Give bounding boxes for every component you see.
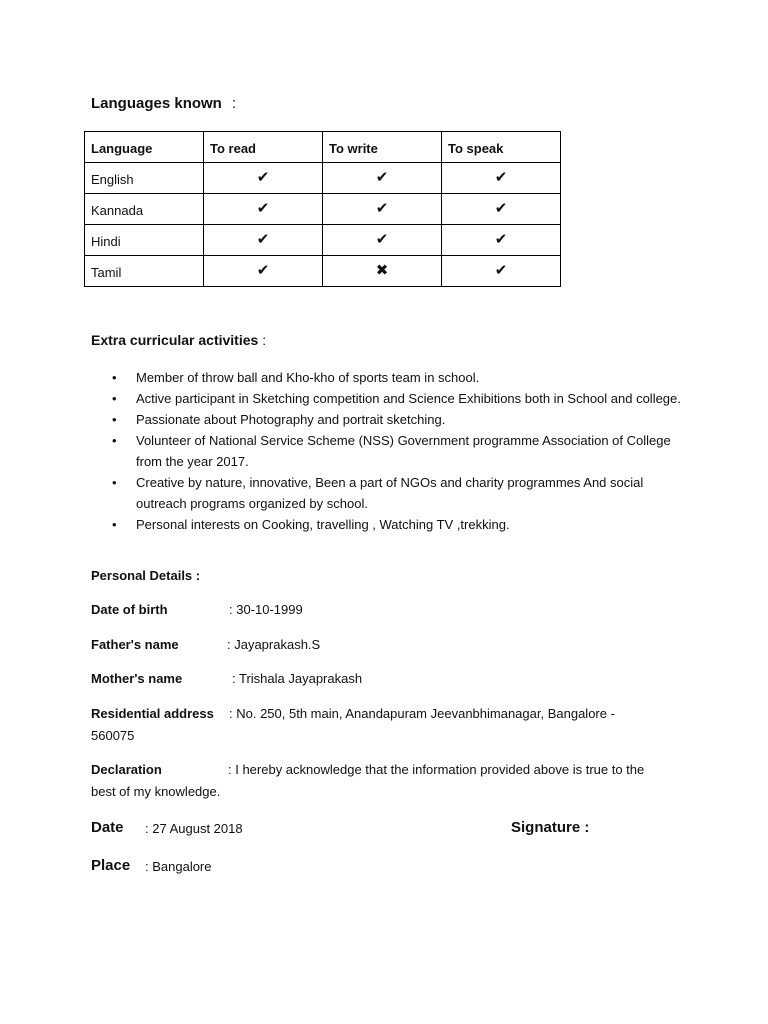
personal-details-heading: Personal Details : xyxy=(91,568,201,583)
activity-text: Member of throw ball and Kho-kho of sports team in school. xyxy=(136,370,480,385)
table-row xyxy=(85,163,561,194)
address-value: : No. 250, 5th main, Anandapuram Jeevanbhimanagar, Bangalore - xyxy=(229,706,615,721)
languages-heading-text: Languages known xyxy=(91,95,222,112)
language-name: Tamil xyxy=(85,256,204,287)
list-item xyxy=(0,430,768,472)
languages-heading-colon: : xyxy=(231,95,237,112)
table-row xyxy=(85,194,561,225)
table-header-row xyxy=(85,132,561,163)
cross-icon: ✖ xyxy=(323,256,442,287)
check-icon: ✔ xyxy=(323,225,442,256)
header-to-speak: To speak xyxy=(442,132,561,163)
father-name-value: : Jayaprakash.S xyxy=(227,637,321,652)
language-name: Kannada xyxy=(85,194,204,225)
header-to-read: To read xyxy=(204,132,323,163)
languages-table xyxy=(84,131,561,287)
header-language: Language xyxy=(85,132,204,163)
place-value: : Bangalore xyxy=(145,859,212,874)
signature-label: Signature : xyxy=(511,819,590,836)
check-icon: ✔ xyxy=(204,163,323,194)
header-to-write: To write xyxy=(323,132,442,163)
father-name-label: Father's name xyxy=(91,637,179,652)
dob-value: : 30-10-1999 xyxy=(229,602,303,617)
check-icon: ✔ xyxy=(442,225,561,256)
check-icon: ✔ xyxy=(442,163,561,194)
list-item xyxy=(0,367,768,388)
extra-heading-text: Extra curricular activities xyxy=(91,332,259,348)
table-row xyxy=(85,256,561,287)
extra-heading-colon: : xyxy=(262,332,267,348)
check-icon: ✔ xyxy=(204,225,323,256)
address-label: Residential address xyxy=(91,706,214,721)
extra-curricular-heading xyxy=(91,332,266,348)
language-name: English xyxy=(85,163,204,194)
bullet-icon: • xyxy=(112,391,117,406)
bullet-icon: • xyxy=(112,370,117,385)
date-value: : 27 August 2018 xyxy=(145,821,243,836)
bullet-icon: • xyxy=(112,433,117,448)
check-icon: ✔ xyxy=(442,194,561,225)
check-icon: ✔ xyxy=(442,256,561,287)
activities-list xyxy=(0,367,768,535)
table-row xyxy=(85,225,561,256)
address-continuation: 560075 xyxy=(91,728,135,743)
activity-text: Personal interests on Cooking, travelling , Watching TV ,trekking. xyxy=(136,517,510,532)
date-label: Date xyxy=(91,819,124,836)
activity-text: Volunteer of National Service Scheme (NSS) Government programme Association of College from the year 2017. xyxy=(136,433,671,469)
activity-text: Passionate about Photography and portrait sketching. xyxy=(136,412,446,427)
place-label: Place xyxy=(91,857,131,874)
list-item xyxy=(0,409,768,430)
declaration-value: : I hereby acknowledge that the information provided above is true to the xyxy=(228,762,645,777)
list-item xyxy=(0,472,768,514)
bullet-icon: • xyxy=(112,412,117,427)
activity-text: Active participant in Sketching competition and Science Exhibitions both in School and college. xyxy=(136,391,681,406)
check-icon: ✔ xyxy=(204,194,323,225)
check-icon: ✔ xyxy=(204,256,323,287)
mother-name-value: : Trishala Jayaprakash xyxy=(232,671,363,686)
mother-name-label: Mother's name xyxy=(91,671,183,686)
list-item xyxy=(0,514,768,535)
list-item xyxy=(0,388,768,409)
language-name: Hindi xyxy=(85,225,204,256)
check-icon: ✔ xyxy=(323,194,442,225)
languages-heading xyxy=(91,95,236,112)
check-icon: ✔ xyxy=(323,163,442,194)
bullet-icon: • xyxy=(112,475,117,490)
activity-text: Creative by nature, innovative, Been a part of NGOs and charity programmes And social outreach programs organized by school. xyxy=(136,475,644,511)
dob-label: Date of birth xyxy=(91,602,168,617)
declaration-continuation: best of my knowledge. xyxy=(91,784,221,799)
bullet-icon: • xyxy=(112,517,117,532)
declaration-label: Declaration xyxy=(91,762,162,777)
